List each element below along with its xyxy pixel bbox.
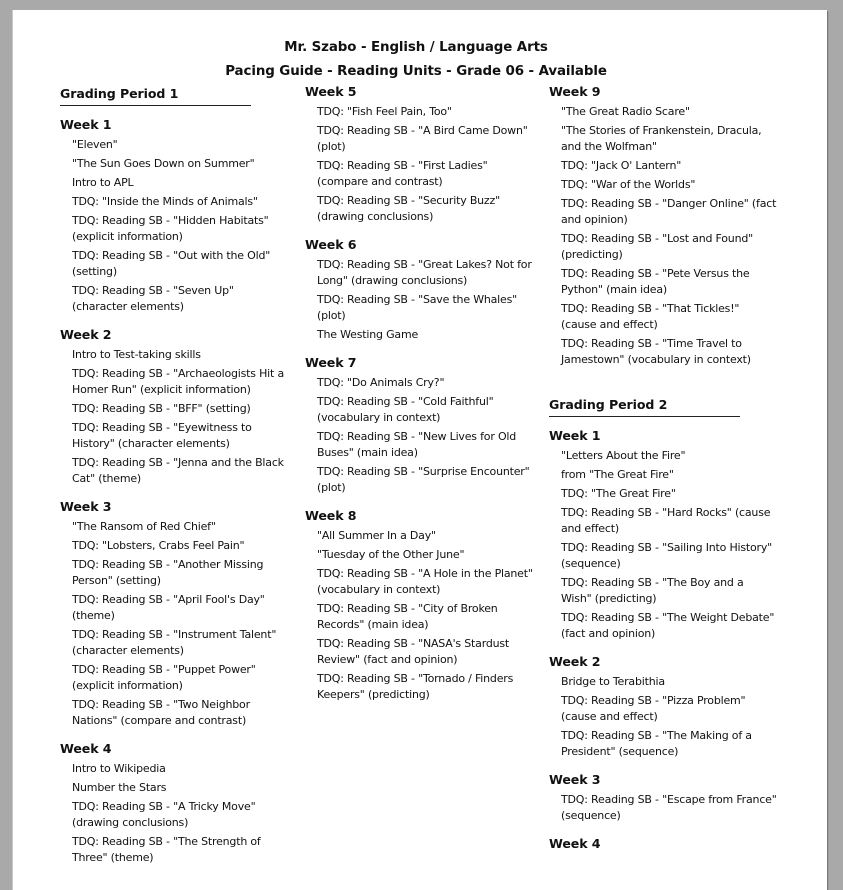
list-item: TDQ: Reading SB - "Two Neighbor Nations" (compare and contrast): [72, 698, 250, 727]
week-heading: Week 6: [305, 237, 357, 252]
list-item: Intro to Wikipedia: [72, 762, 166, 775]
list-item: TDQ: "Inside the Minds of Animals": [72, 195, 258, 208]
week-heading: Week 9: [549, 84, 601, 99]
list-item: TDQ: Reading SB - "Jenna and the Black Cat" (theme): [72, 456, 284, 485]
list-item: Intro to Test-taking skills: [72, 348, 201, 361]
list-item: "Eleven": [72, 138, 118, 151]
list-item: TDQ: Reading SB - "A Hole in the Planet" (vocabulary in context): [317, 567, 533, 596]
grading-period-heading: Grading Period 2: [549, 397, 740, 417]
week-item-list: [60, 137, 288, 315]
list-item: TDQ: Reading SB - "Hard Rocks" (cause and effect): [561, 506, 771, 535]
document-header: [13, 36, 819, 84]
list-item: TDQ: Reading SB - "The Weight Debate" (fact and opinion): [561, 611, 775, 640]
list-item: TDQ: Reading SB - "BFF" (setting): [72, 402, 251, 415]
week-heading: Week 8: [305, 508, 357, 523]
week-heading: Week 7: [305, 355, 357, 370]
list-item: TDQ: Reading SB - "A Tricky Move" (drawing conclusions): [72, 800, 256, 829]
list-item: TDQ: Reading SB - "A Bird Came Down" (plot): [317, 124, 528, 153]
document-subtitle: Pacing Guide - Reading Units - Grade 06 - Available: [225, 64, 607, 79]
week-heading: Week 1: [549, 428, 601, 443]
week-heading: Week 4: [549, 836, 601, 851]
week-item-list: [60, 761, 288, 866]
week-item-list: [60, 519, 288, 729]
week-heading: Week 2: [549, 654, 601, 669]
list-item: TDQ: Reading SB - "That Tickles!" (cause and effect): [561, 302, 740, 331]
list-item: TDQ: Reading SB - "Cold Faithful" (vocabulary in context): [317, 395, 494, 424]
week-item-list: [60, 347, 288, 487]
list-item: "Tuesday of the Other June": [317, 548, 465, 561]
list-item: TDQ: Reading SB - "Danger Online" (fact and opinion): [561, 197, 777, 226]
list-item: "The Stories of Frankenstein, Dracula, and the Wolfman": [561, 124, 762, 153]
list-item: TDQ: Reading SB - "Instrument Talent" (character elements): [72, 628, 277, 657]
list-item: TDQ: Reading SB - "The Boy and a Wish" (predicting): [561, 576, 744, 605]
week-item-list: [549, 448, 777, 642]
list-item: TDQ: Reading SB - "The Making of a President" (sequence): [561, 729, 752, 758]
list-item: TDQ: Reading SB - "Great Lakes? Not for Long" (drawing conclusions): [317, 258, 532, 287]
list-item: TDQ: "War of the Worlds": [561, 178, 696, 191]
list-item: TDQ: Reading SB - "Surprise Encounter" (plot): [317, 465, 530, 494]
week-item-list: [549, 792, 777, 824]
week-item-list: [305, 375, 533, 496]
list-item: TDQ: "Fish Feel Pain, Too": [317, 105, 452, 118]
list-item: Intro to APL: [72, 176, 134, 189]
list-item: TDQ: Reading SB - "City of Broken Records" (main idea): [317, 602, 498, 631]
list-item: "The Sun Goes Down on Summer": [72, 157, 255, 170]
week-item-list: [549, 674, 777, 760]
list-item: TDQ: Reading SB - "Hidden Habitats" (explicit information): [72, 214, 269, 243]
list-item: The Westing Game: [317, 328, 419, 341]
list-item: TDQ: "Lobsters, Crabs Feel Pain": [72, 539, 245, 552]
week-item-list: [305, 528, 533, 703]
list-item: TDQ: Reading SB - "Security Buzz" (drawing conclusions): [317, 194, 500, 223]
list-item: TDQ: Reading SB - "Puppet Power" (explicit information): [72, 663, 256, 692]
week-heading: Week 4: [60, 741, 112, 756]
column-2: [305, 83, 533, 714]
list-item: TDQ: Reading SB - "Another Missing Person" (setting): [72, 558, 264, 587]
week-heading: Week 1: [60, 117, 112, 132]
week-heading: Week 3: [549, 772, 601, 787]
week-item-list: [305, 257, 533, 343]
list-item: TDQ: "The Great Fire": [561, 487, 676, 500]
list-item: TDQ: Reading SB - "Seven Up" (character elements): [72, 284, 234, 313]
list-item: "All Summer In a Day": [317, 529, 436, 542]
list-item: TDQ: Reading SB - "Sailing Into History" (sequence): [561, 541, 773, 570]
list-item: Bridge to Terabithia: [561, 675, 665, 688]
document-title: Mr. Szabo - English / Language Arts: [284, 40, 548, 55]
grading-period-heading: Grading Period 1: [60, 86, 251, 106]
list-item: TDQ: Reading SB - "Time Travel to Jamestown" (vocabulary in context): [561, 337, 751, 366]
week-heading: Week 2: [60, 327, 112, 342]
list-item: TDQ: Reading SB - "Pete Versus the Python" (main idea): [561, 267, 750, 296]
list-item: TDQ: Reading SB - "Out with the Old" (setting): [72, 249, 271, 278]
list-item: TDQ: Reading SB - "Eyewitness to History" (character elements): [72, 421, 252, 450]
list-item: TDQ: Reading SB - "Escape from France" (sequence): [561, 793, 777, 822]
list-item: TDQ: Reading SB - "NASA's Stardust Review" (fact and opinion): [317, 637, 510, 666]
list-item: TDQ: Reading SB - "Lost and Found" (predicting): [561, 232, 753, 261]
week-item-list: [549, 104, 777, 368]
list-item: TDQ: Reading SB - "Save the Whales" (plot): [317, 293, 517, 322]
column-3: [549, 83, 777, 853]
week-heading: Week 3: [60, 499, 112, 514]
list-item: TDQ: Reading SB - "New Lives for Old Buses" (main idea): [317, 430, 517, 459]
list-item: TDQ: Reading SB - "Pizza Problem" (cause and effect): [561, 694, 746, 723]
week-item-list: [305, 104, 533, 225]
list-item: Number the Stars: [72, 781, 167, 794]
list-item: TDQ: Reading SB - "First Ladies" (compare and contrast): [317, 159, 488, 188]
list-item: from "The Great Fire": [561, 468, 674, 481]
list-item: TDQ: Reading SB - "The Strength of Three" (theme): [72, 835, 261, 864]
week-heading: Week 5: [305, 84, 357, 99]
list-item: TDQ: "Do Animals Cry?": [317, 376, 445, 389]
list-item: "Letters About the Fire": [561, 449, 686, 462]
list-item: TDQ: Reading SB - "April Fool's Day" (theme): [72, 593, 265, 622]
document-page: [12, 10, 827, 890]
list-item: TDQ: Reading SB - "Tornado / Finders Keepers" (predicting): [317, 672, 514, 701]
list-item: "The Great Radio Scare": [561, 105, 690, 118]
list-item: TDQ: Reading SB - "Archaeologists Hit a Homer Run" (explicit information): [72, 367, 284, 396]
column-1: [60, 83, 288, 877]
list-item: TDQ: "Jack O' Lantern": [561, 159, 682, 172]
list-item: "The Ransom of Red Chief": [72, 520, 216, 533]
